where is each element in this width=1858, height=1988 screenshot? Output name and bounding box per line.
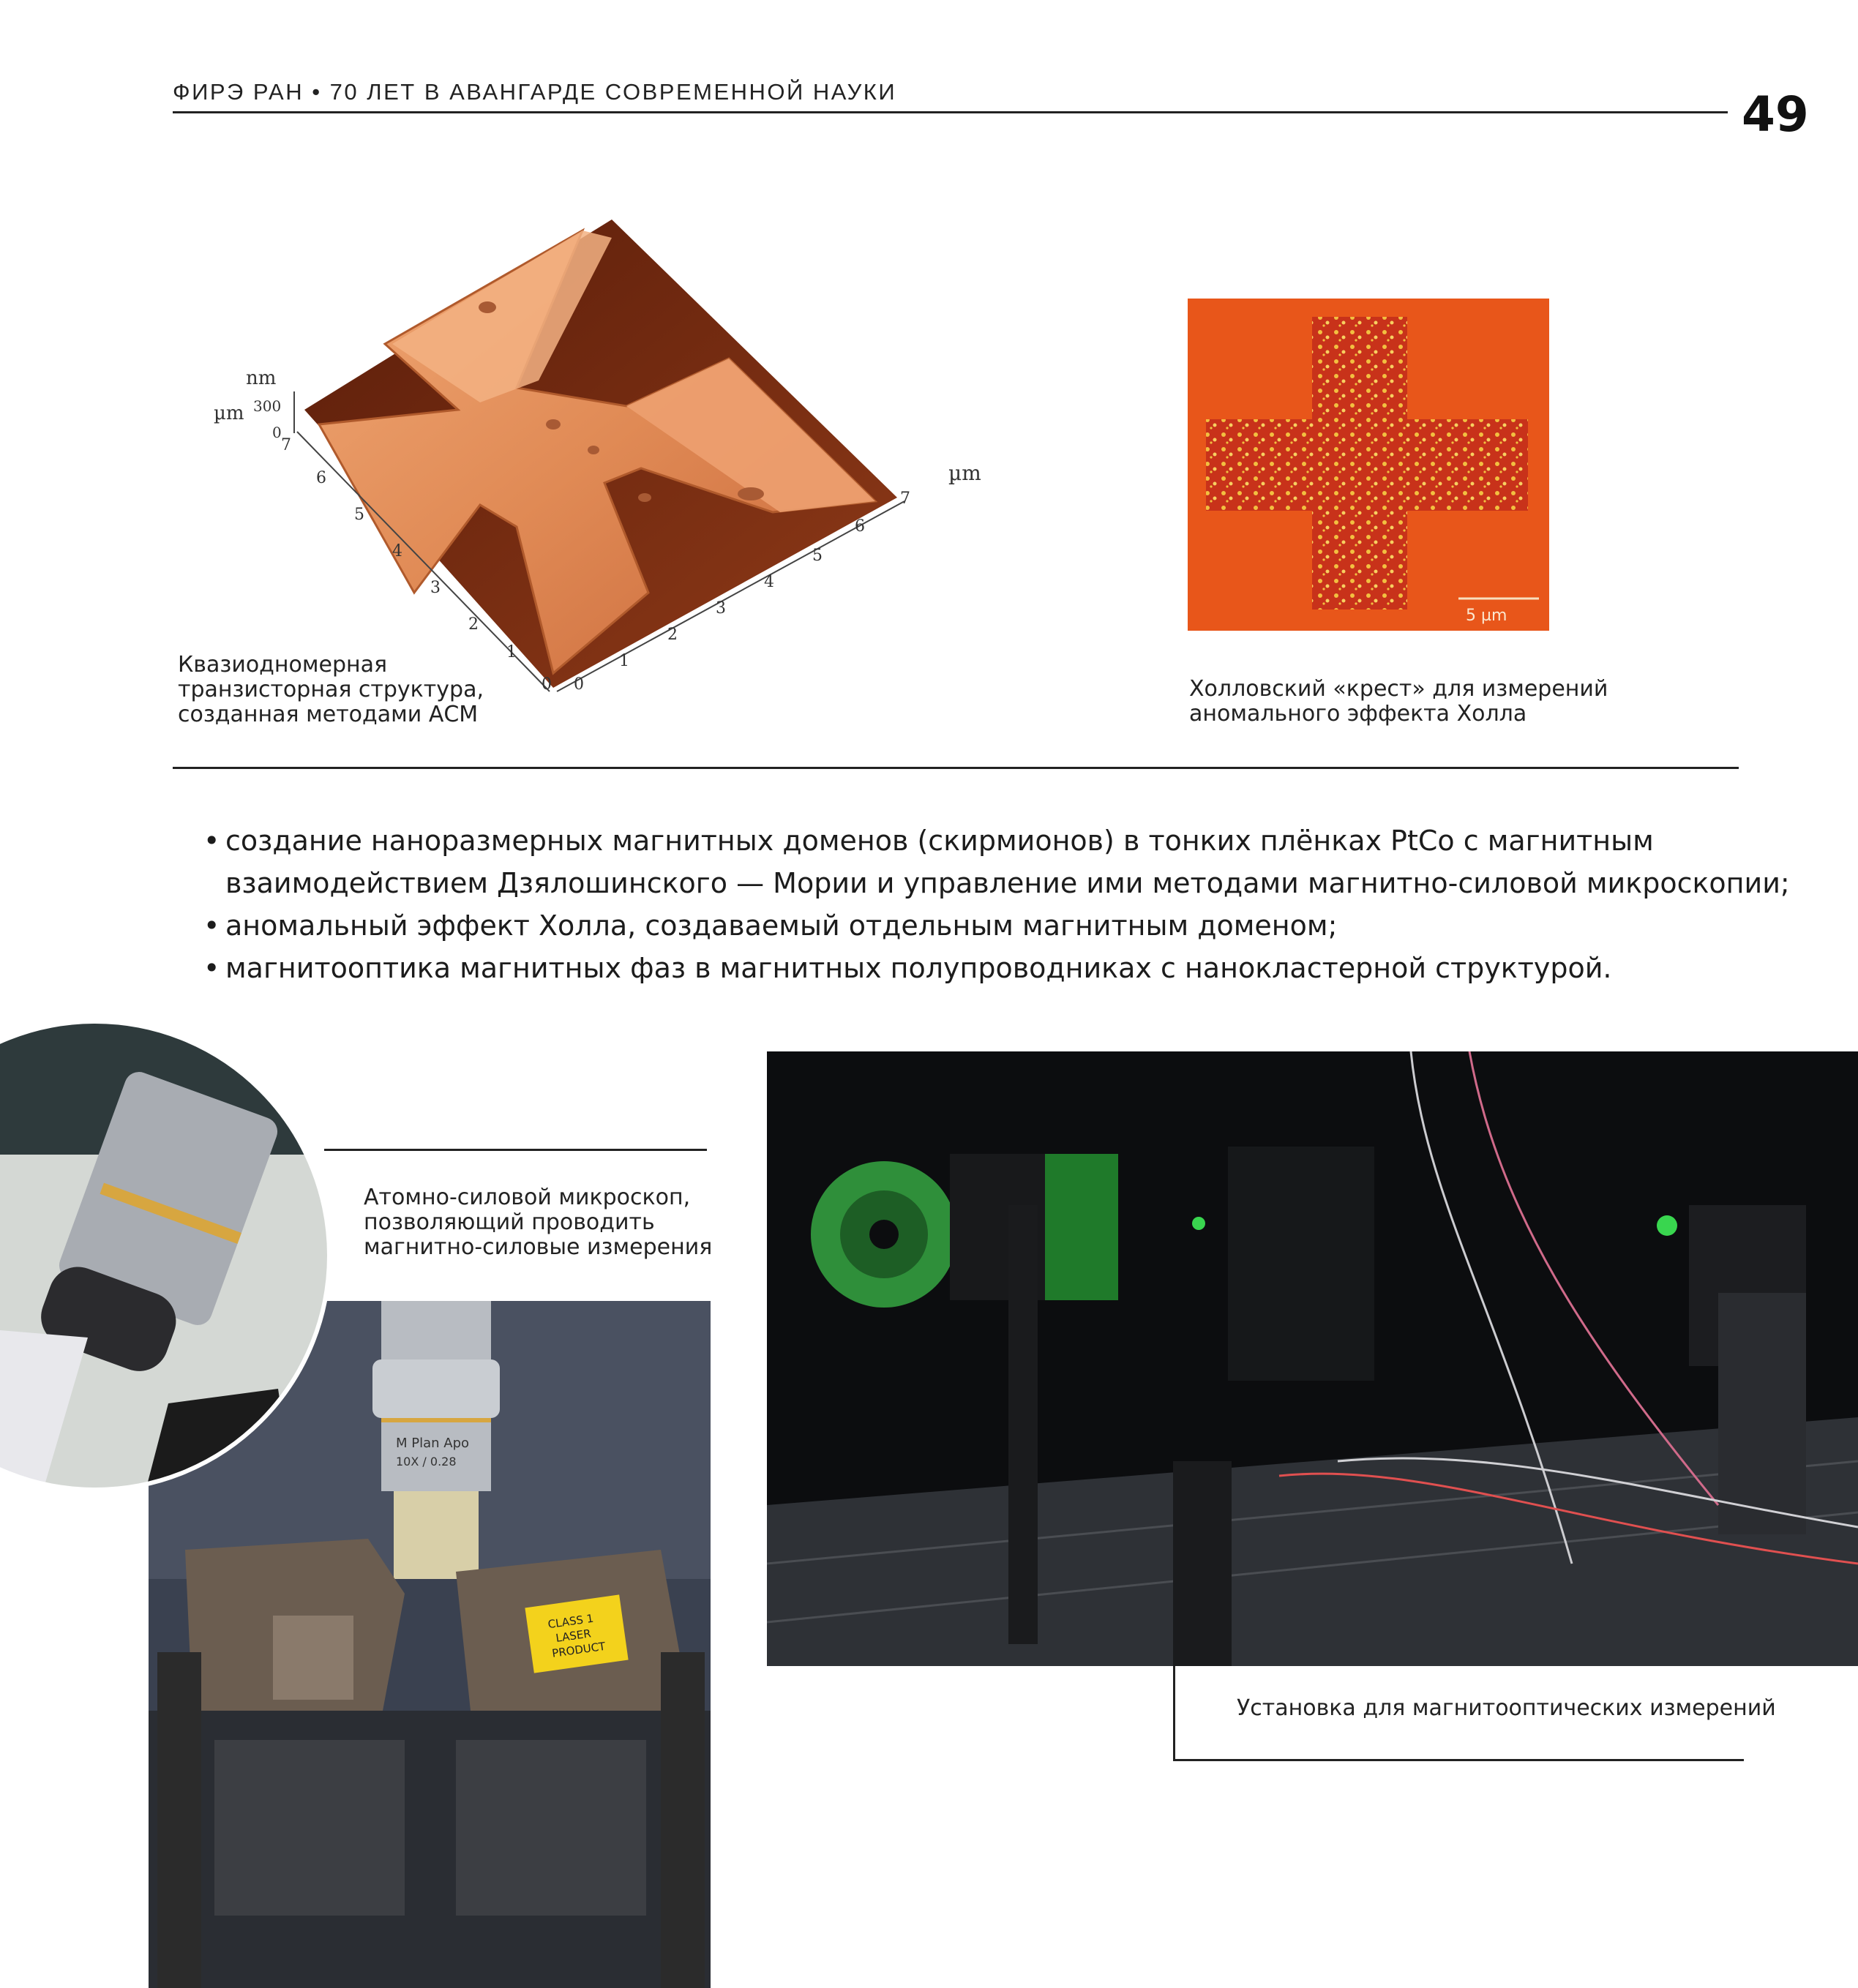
afm-left-tick: 4 bbox=[392, 542, 402, 560]
page-number: 49 bbox=[1742, 86, 1809, 143]
section-divider bbox=[173, 767, 1739, 769]
afm-structure-caption: Квазиодномерная транзисторная структура, созданная методами АСМ bbox=[178, 652, 484, 727]
bullet-list bbox=[203, 819, 1790, 989]
hall-cross-image bbox=[1188, 299, 1549, 631]
afm-left-tick: 2 bbox=[468, 615, 479, 634]
afm-right-tick: 3 bbox=[716, 599, 726, 618]
laser-spot bbox=[1657, 1215, 1677, 1236]
afm-particle bbox=[479, 301, 496, 313]
running-header: ФИРЭ РАН • 70 ЛЕТ В АВАНГАРДЕ СОВРЕМЕННОЙ НАУКИ bbox=[173, 79, 897, 105]
afm-plane-unit-left: µm bbox=[214, 402, 244, 424]
afm-right-tick: 0 bbox=[574, 675, 584, 694]
afm-z-unit: nm bbox=[246, 367, 277, 389]
magnetooptic-setup-photo bbox=[767, 1051, 1858, 1666]
afm-left-tick: 0 bbox=[542, 675, 552, 694]
header-rule bbox=[173, 111, 1728, 113]
afm-z-tick: 0 bbox=[272, 424, 282, 441]
afm-microscope-caption: Атомно-силовой микроскоп, позволяющий проводить магнитно-силовые измерения bbox=[364, 1185, 713, 1260]
objective-label: M Plan Apo bbox=[396, 1436, 470, 1451]
bullet-item: • магнитооптика магнитных фаз в магнитных полупроводниках с нанокластерной структурой. bbox=[203, 947, 1784, 989]
laser-sticker-text: CLASS 1 bbox=[547, 1611, 595, 1632]
afm-right-tick: 7 bbox=[900, 490, 910, 508]
setup-caption: Установка для магнитооптических измерений bbox=[1237, 1695, 1776, 1721]
afm-3d-surface-image bbox=[173, 205, 1029, 724]
laser-sticker-text: LASER bbox=[555, 1627, 592, 1645]
afm-particle bbox=[546, 419, 561, 430]
afm-left-tick: 7 bbox=[281, 436, 291, 454]
afm-particle bbox=[738, 487, 764, 500]
afm-right-tick: 6 bbox=[855, 517, 865, 536]
objective-closeup-inset bbox=[0, 1023, 337, 1488]
afm-microscope-caption-rule bbox=[324, 1149, 707, 1151]
afm-left-tick: 3 bbox=[430, 579, 441, 597]
laser-spot bbox=[1192, 1217, 1205, 1230]
hall-cross-horizontal bbox=[1206, 419, 1528, 511]
afm-left-tick: 6 bbox=[316, 469, 326, 487]
afm-particle bbox=[638, 493, 651, 502]
setup-caption-rule bbox=[1173, 1759, 1744, 1761]
afm-right-tick: 4 bbox=[764, 573, 774, 591]
afm-right-tick: 5 bbox=[812, 547, 823, 565]
afm-right-tick: 1 bbox=[619, 652, 629, 670]
bullet-item: • создание наноразмерных магнитных доменов (скирмионов) в тонких плёнках PtCo с магнитным взаимодействием Дзялошинского — Мории и управление ими методами магнитно-силовой микроскопии; bbox=[203, 819, 1784, 904]
hall-cross-caption: Холловский «крест» для измерений аномального эффекта Холла bbox=[1189, 676, 1608, 727]
afm-plane-unit-right: µm bbox=[948, 461, 981, 485]
bullet-item: • аномальный эффект Холла, создаваемый отдельным магнитным доменом; bbox=[203, 904, 1784, 947]
laser-sticker-text: PRODUCT bbox=[551, 1639, 607, 1660]
afm-particle bbox=[588, 446, 599, 454]
afm-left-tick: 5 bbox=[354, 506, 364, 524]
afm-left-tick: 1 bbox=[506, 643, 517, 661]
objective-spec: 10X / 0.28 bbox=[396, 1455, 457, 1469]
hall-scale-bar-label: 5 µm bbox=[1466, 607, 1507, 625]
setup-caption-rule-vertical bbox=[1173, 1666, 1175, 1761]
afm-z-tick: 300 bbox=[253, 397, 282, 415]
afm-right-tick: 2 bbox=[667, 626, 678, 644]
